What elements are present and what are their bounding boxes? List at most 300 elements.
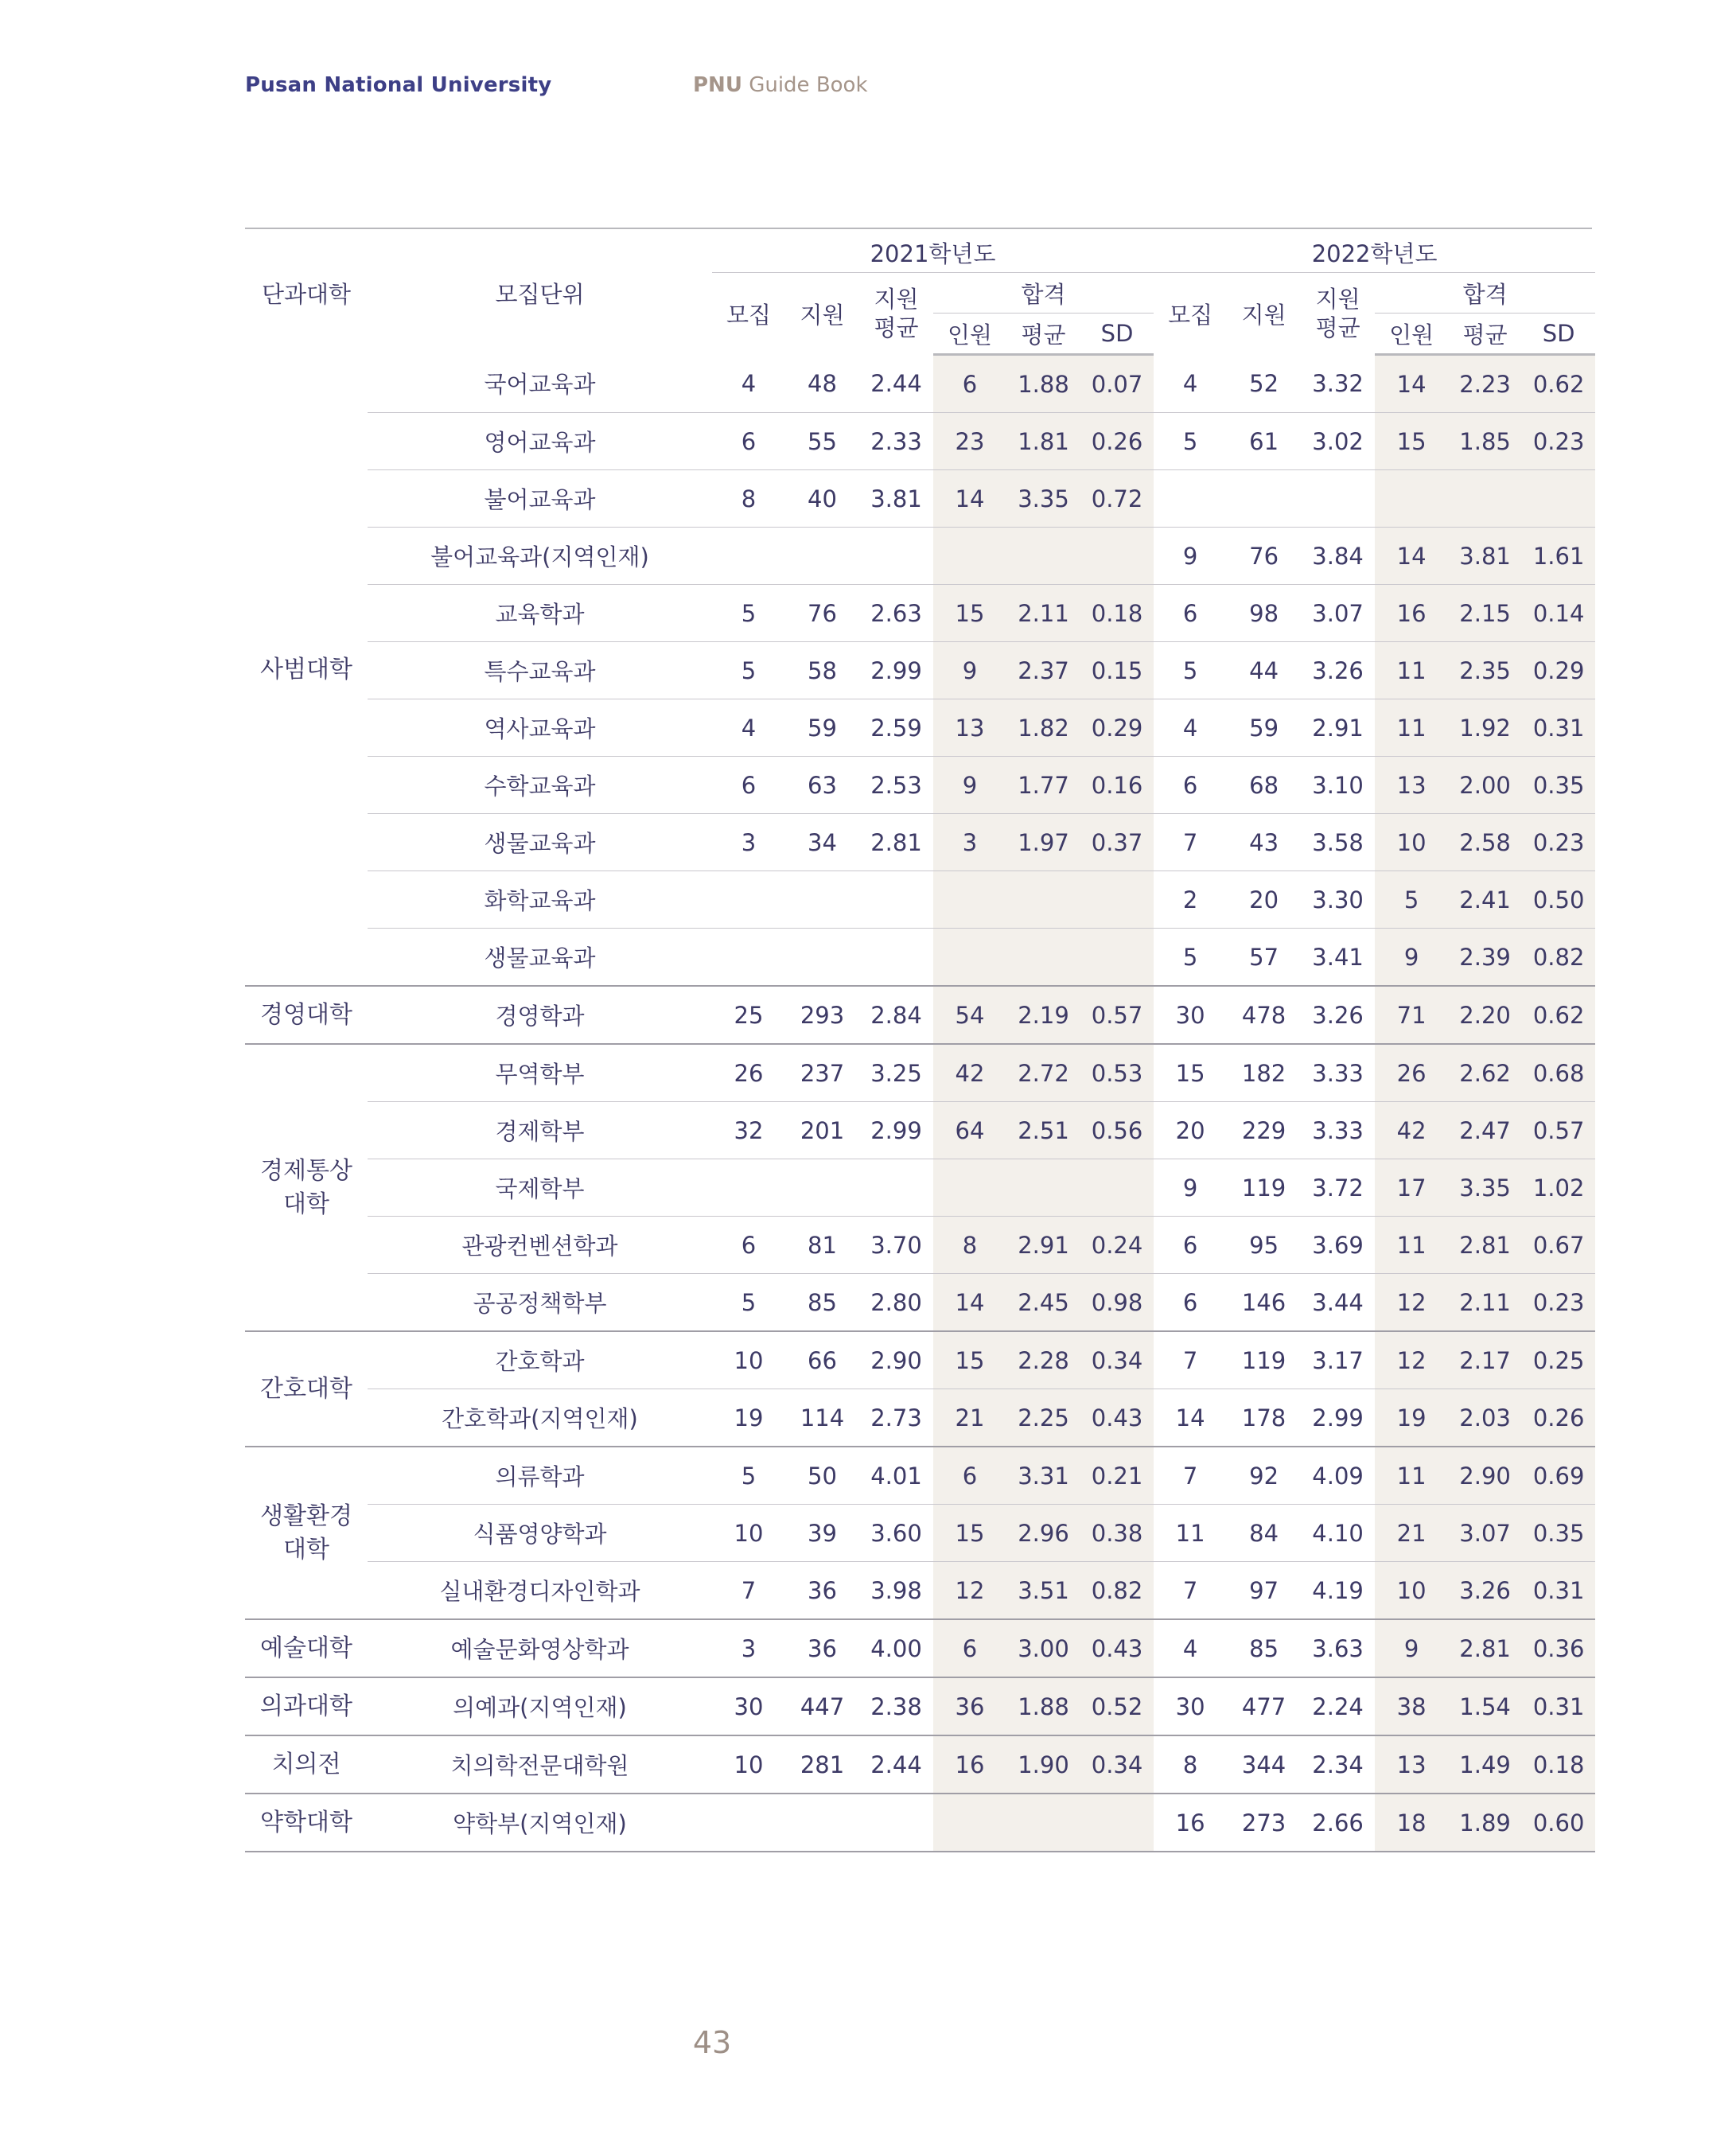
pass-count-2022-cell: 11 <box>1375 699 1448 757</box>
recruit-2022-cell: 4 <box>1154 699 1227 757</box>
pass-count-2022-cell: 11 <box>1375 1447 1448 1505</box>
table-row <box>245 528 1595 585</box>
unit-cell: 간호학과(지역인재) <box>368 1389 712 1447</box>
pass-sd-2021-cell <box>1080 1794 1154 1852</box>
recruit-2021-cell: 3 <box>712 1619 785 1677</box>
apply-2021-cell: 85 <box>785 1274 859 1332</box>
apply-2022-cell: 119 <box>1227 1331 1301 1389</box>
pass-avg-2021-cell: 2.25 <box>1006 1389 1080 1447</box>
pass-sd-2022-cell: 0.60 <box>1522 1794 1595 1852</box>
apply-2022-cell: 95 <box>1227 1217 1301 1274</box>
unit-cell: 공공정책학부 <box>368 1274 712 1332</box>
pass-sd-2022-cell: 0.36 <box>1522 1619 1595 1677</box>
apply-avg-2022-cell: 2.91 <box>1301 699 1375 757</box>
table-row <box>245 814 1595 871</box>
apply-avg-2021-cell <box>859 528 933 585</box>
apply-avg-2021-cell: 2.73 <box>859 1389 933 1447</box>
pass-sd-2021-cell: 0.43 <box>1080 1389 1154 1447</box>
apply-avg-2022-cell: 2.99 <box>1301 1389 1375 1447</box>
apply-avg-2021-cell: 3.25 <box>859 1044 933 1102</box>
pass-avg-2021-cell: 3.31 <box>1006 1447 1080 1505</box>
recruit-2022-cell: 30 <box>1154 1677 1227 1735</box>
apply-avg-2021-cell: 2.99 <box>859 642 933 699</box>
apply-2021-cell <box>785 929 859 987</box>
unit-cell: 영어교육과 <box>368 413 712 470</box>
recruit-2022-header: 모집 <box>1168 301 1213 329</box>
recruit-2021-cell <box>712 1159 785 1217</box>
pass-sd-2021-cell: 0.37 <box>1080 814 1154 871</box>
pass-sd-2021-cell: 0.18 <box>1080 585 1154 642</box>
recruit-2022-cell: 6 <box>1154 1217 1227 1274</box>
apply-avg-2021-cell: 2.33 <box>859 413 933 470</box>
table-row <box>245 585 1595 642</box>
pass-sd-2022-cell: 0.62 <box>1522 355 1595 413</box>
pass-sd-2021-cell <box>1080 929 1154 987</box>
pass-2021-header: 합격 <box>933 273 1154 314</box>
unit-cell: 화학교육과 <box>368 871 712 929</box>
pass-count-2022-cell: 12 <box>1375 1274 1448 1332</box>
pass-avg-2022-cell: 2.81 <box>1448 1619 1522 1677</box>
recruit-2021-cell: 6 <box>712 413 785 470</box>
apply-2021-cell: 59 <box>785 699 859 757</box>
apply-2022-cell: 97 <box>1227 1562 1301 1620</box>
apply-avg-2021-cell: 4.00 <box>859 1619 933 1677</box>
college-cell <box>245 355 368 987</box>
col-college-header: 단과대학 <box>261 281 352 309</box>
college-cell <box>245 1677 368 1735</box>
unit-cell: 치의학전문대학원 <box>368 1735 712 1794</box>
table-row <box>245 1159 1595 1217</box>
apply-2021-cell: 281 <box>785 1735 859 1794</box>
apply-2021-header: 지원 <box>800 301 845 329</box>
pass-count-2022-cell: 14 <box>1375 528 1448 585</box>
apply-avg-2021-cell: 2.44 <box>859 1735 933 1794</box>
pass-avg-2022-cell <box>1448 470 1522 528</box>
pass-count-2022-cell: 13 <box>1375 1735 1448 1794</box>
pass-sd-2022-cell: 0.25 <box>1522 1331 1595 1389</box>
unit-cell: 국제학부 <box>368 1159 712 1217</box>
pass-sd-2022-cell: 1.02 <box>1522 1159 1595 1217</box>
apply-avg-2021-cell: 3.60 <box>859 1505 933 1562</box>
apply-avg-2022-cell: 3.72 <box>1301 1159 1375 1217</box>
pass-count-2021-cell <box>933 528 1006 585</box>
recruit-2022-cell: 7 <box>1154 814 1227 871</box>
college-cell <box>245 1331 368 1447</box>
pass-avg-2022-cell: 1.92 <box>1448 699 1522 757</box>
recruit-2022-cell: 6 <box>1154 585 1227 642</box>
pass-avg-2021-cell: 3.00 <box>1006 1619 1080 1677</box>
table-row <box>245 1044 1595 1102</box>
pass-sd-2022-cell: 0.57 <box>1522 1102 1595 1159</box>
recruit-2021-cell <box>712 1794 785 1852</box>
pass-count-2021-cell: 16 <box>933 1735 1006 1794</box>
apply-avg-2022-cell: 2.34 <box>1301 1735 1375 1794</box>
pass-sd-2021-cell: 0.26 <box>1080 413 1154 470</box>
pass-count-2021-cell: 15 <box>933 1331 1006 1389</box>
pass-count-2022-cell: 10 <box>1375 814 1448 871</box>
pass-sd-2022-cell <box>1522 470 1595 528</box>
apply-2022-cell: 178 <box>1227 1389 1301 1447</box>
admission-results-table <box>245 232 1595 1852</box>
table-row <box>245 757 1595 814</box>
pass-sd-2021-cell: 0.34 <box>1080 1331 1154 1389</box>
pass-count-2021-cell: 21 <box>933 1389 1006 1447</box>
pass-count-2021-cell <box>933 1794 1006 1852</box>
pass-count-2021-cell: 3 <box>933 814 1006 871</box>
pass-count-2021-cell: 12 <box>933 1562 1006 1620</box>
apply-2021-cell <box>785 1159 859 1217</box>
apply-2021-cell: 50 <box>785 1447 859 1505</box>
pass-avg-2022-cell: 2.90 <box>1448 1447 1522 1505</box>
pass-avg-2022-cell: 2.47 <box>1448 1102 1522 1159</box>
pass-avg-2021-cell: 3.35 <box>1006 470 1080 528</box>
pass-avg-2021-cell: 2.91 <box>1006 1217 1080 1274</box>
pass-sd-2021-cell: 0.53 <box>1080 1044 1154 1102</box>
unit-cell: 무역학부 <box>368 1044 712 1102</box>
apply-2021-cell: 114 <box>785 1389 859 1447</box>
pass-count-2022-cell: 5 <box>1375 871 1448 929</box>
apply-2022-cell: 229 <box>1227 1102 1301 1159</box>
recruit-2021-cell: 8 <box>712 470 785 528</box>
pass-sd-2021-cell <box>1080 871 1154 929</box>
unit-cell: 교육학과 <box>368 585 712 642</box>
pass-avg-2021-header: 평균 <box>1006 314 1080 355</box>
table-row <box>245 1274 1595 1332</box>
pass-count-2022-cell: 13 <box>1375 757 1448 814</box>
table-row <box>245 1735 1595 1794</box>
pass-count-2021-cell: 23 <box>933 413 1006 470</box>
apply-2022-cell: 76 <box>1227 528 1301 585</box>
college-name-line: 대학 <box>283 1535 329 1564</box>
recruit-2022-cell: 9 <box>1154 528 1227 585</box>
pass-sd-2022-cell: 0.62 <box>1522 986 1595 1044</box>
pass-avg-2022-cell: 2.11 <box>1448 1274 1522 1332</box>
apply-2022-cell: 182 <box>1227 1044 1301 1102</box>
table-row <box>245 1447 1595 1505</box>
admission-results-table-wrapper <box>245 228 1592 1852</box>
recruit-2022-cell: 30 <box>1154 986 1227 1044</box>
pass-sd-2022-cell: 0.14 <box>1522 585 1595 642</box>
apply-avg-2022-cell: 3.26 <box>1301 986 1375 1044</box>
pass-count-2022-cell: 16 <box>1375 585 1448 642</box>
pass-avg-2022-header: 평균 <box>1448 314 1522 355</box>
college-name-line: 예술대학 <box>260 1634 352 1662</box>
college-name-line: 경제통상 <box>260 1156 352 1185</box>
college-name-line: 치의전 <box>271 1750 341 1778</box>
pass-avg-2021-cell <box>1006 1159 1080 1217</box>
pass-avg-2021-cell <box>1006 1794 1080 1852</box>
apply-avg-2022-cell: 2.24 <box>1301 1677 1375 1735</box>
table-row <box>245 1102 1595 1159</box>
pass-sd-2021-cell: 0.82 <box>1080 1562 1154 1620</box>
apply-avg-2022-cell: 4.10 <box>1301 1505 1375 1562</box>
apply-avg-2021-cell: 2.38 <box>859 1677 933 1735</box>
guide-book-title <box>693 73 868 97</box>
col-unit-header: 모집단위 <box>495 281 585 309</box>
college-name-line: 경영대학 <box>260 1000 352 1029</box>
table-row <box>245 699 1595 757</box>
pass-count-2022-cell: 10 <box>1375 1562 1448 1620</box>
unit-cell: 불어교육과(지역인재) <box>368 528 712 585</box>
pass-avg-2021-cell: 2.11 <box>1006 585 1080 642</box>
pass-sd-2022-cell: 0.29 <box>1522 642 1595 699</box>
unit-cell: 수학교육과 <box>368 757 712 814</box>
recruit-2021-cell: 4 <box>712 699 785 757</box>
pass-avg-2022-cell: 3.81 <box>1448 528 1522 585</box>
pass-avg-2022-cell: 2.41 <box>1448 871 1522 929</box>
pass-avg-2022-cell: 1.89 <box>1448 1794 1522 1852</box>
recruit-2021-cell: 3 <box>712 814 785 871</box>
year-2021-header: 2021학년도 <box>712 232 1154 273</box>
apply-avg-2022-cell: 3.33 <box>1301 1102 1375 1159</box>
pass-count-2021-cell <box>933 871 1006 929</box>
table-row <box>245 929 1595 987</box>
pass-avg-2022-cell: 1.85 <box>1448 413 1522 470</box>
table-row <box>245 642 1595 699</box>
recruit-2021-cell: 5 <box>712 642 785 699</box>
apply-avg-2022-cell: 4.09 <box>1301 1447 1375 1505</box>
pass-count-2021-cell: 64 <box>933 1102 1006 1159</box>
apply-avg-2022-cell: 3.30 <box>1301 871 1375 929</box>
pass-sd-2022-cell: 0.67 <box>1522 1217 1595 1274</box>
pass-sd-2022-cell: 0.31 <box>1522 1677 1595 1735</box>
pass-count-2022-cell: 26 <box>1375 1044 1448 1102</box>
pass-count-2022-cell: 14 <box>1375 355 1448 413</box>
pass-count-2021-cell: 54 <box>933 986 1006 1044</box>
apply-avg-2022-cell: 3.84 <box>1301 528 1375 585</box>
pass-count-2022-cell: 19 <box>1375 1389 1448 1447</box>
table-row <box>245 470 1595 528</box>
apply-avg-line1: 지원 <box>1315 286 1360 313</box>
apply-2022-cell: 44 <box>1227 642 1301 699</box>
recruit-2021-cell <box>712 871 785 929</box>
pass-avg-2022-cell: 2.23 <box>1448 355 1522 413</box>
pass-avg-2022-cell: 1.54 <box>1448 1677 1522 1735</box>
pass-avg-2022-cell: 3.26 <box>1448 1562 1522 1620</box>
apply-2022-cell: 146 <box>1227 1274 1301 1332</box>
apply-2021-cell: 81 <box>785 1217 859 1274</box>
table-top-rule <box>245 228 1592 229</box>
apply-avg-2021-cell <box>859 871 933 929</box>
apply-2022-header: 지원 <box>1241 301 1286 329</box>
pass-sd-2022-cell: 0.23 <box>1522 814 1595 871</box>
recruit-2022-cell: 4 <box>1154 1619 1227 1677</box>
pass-sd-2021-cell: 0.24 <box>1080 1217 1154 1274</box>
apply-2021-cell <box>785 528 859 585</box>
apply-avg-2022-cell: 3.07 <box>1301 585 1375 642</box>
pass-sd-2021-cell: 0.52 <box>1080 1677 1154 1735</box>
pass-avg-2022-cell: 2.00 <box>1448 757 1522 814</box>
pass-avg-2021-cell: 1.81 <box>1006 413 1080 470</box>
pass-avg-2021-cell: 1.82 <box>1006 699 1080 757</box>
recruit-2022-cell: 11 <box>1154 1505 1227 1562</box>
pass-count-2021-cell: 36 <box>933 1677 1006 1735</box>
apply-2022-cell: 478 <box>1227 986 1301 1044</box>
college-cell <box>245 986 368 1044</box>
apply-2021-cell <box>785 1794 859 1852</box>
unit-cell: 약학부(지역인재) <box>368 1794 712 1852</box>
pass-avg-2021-cell: 2.96 <box>1006 1505 1080 1562</box>
pass-avg-2022-cell: 1.49 <box>1448 1735 1522 1794</box>
apply-avg-line2: 평균 <box>874 314 919 342</box>
apply-avg-2021-cell: 2.80 <box>859 1274 933 1332</box>
apply-2022-cell: 43 <box>1227 814 1301 871</box>
pass-count-2021-cell: 15 <box>933 1505 1006 1562</box>
pass-avg-2021-cell: 1.77 <box>1006 757 1080 814</box>
pass-count-2022-cell: 38 <box>1375 1677 1448 1735</box>
apply-2021-cell: 66 <box>785 1331 859 1389</box>
recruit-2022-cell: 16 <box>1154 1794 1227 1852</box>
apply-avg-2021-cell: 2.44 <box>859 355 933 413</box>
apply-avg-2022-cell: 3.02 <box>1301 413 1375 470</box>
apply-avg-2021-cell <box>859 1794 933 1852</box>
pass-count-2021-cell <box>933 1159 1006 1217</box>
pass-avg-2022-cell: 3.35 <box>1448 1159 1522 1217</box>
apply-2021-cell: 48 <box>785 355 859 413</box>
pass-count-2022-cell: 9 <box>1375 1619 1448 1677</box>
table-header <box>245 232 1595 355</box>
pass-count-2021-cell: 14 <box>933 470 1006 528</box>
unit-cell: 경제학부 <box>368 1102 712 1159</box>
apply-avg-2021-cell: 2.59 <box>859 699 933 757</box>
pass-count-2022-cell: 9 <box>1375 929 1448 987</box>
pass-sd-2021-cell: 0.07 <box>1080 355 1154 413</box>
pass-count-2021-cell: 13 <box>933 699 1006 757</box>
recruit-2021-cell: 10 <box>712 1331 785 1389</box>
recruit-2021-cell: 5 <box>712 1447 785 1505</box>
pass-sd-2021-cell: 0.57 <box>1080 986 1154 1044</box>
pass-sd-2022-cell: 0.23 <box>1522 1274 1595 1332</box>
pass-count-2021-cell: 42 <box>933 1044 1006 1102</box>
pass-sd-2022-cell: 0.31 <box>1522 1562 1595 1620</box>
recruit-2022-cell: 9 <box>1154 1159 1227 1217</box>
pass-avg-2021-cell: 2.19 <box>1006 986 1080 1044</box>
pass-count-2022-cell: 11 <box>1375 1217 1448 1274</box>
pass-count-2021-cell <box>933 929 1006 987</box>
pass-avg-2021-cell: 2.45 <box>1006 1274 1080 1332</box>
recruit-2022-cell: 6 <box>1154 757 1227 814</box>
apply-2021-cell: 55 <box>785 413 859 470</box>
apply-2021-cell: 34 <box>785 814 859 871</box>
apply-2021-cell: 36 <box>785 1619 859 1677</box>
unit-cell: 생물교육과 <box>368 814 712 871</box>
pass-sd-2021-cell: 0.72 <box>1080 470 1154 528</box>
unit-cell: 관광컨벤션학과 <box>368 1217 712 1274</box>
recruit-2022-cell: 15 <box>1154 1044 1227 1102</box>
apply-avg-2022-cell: 3.69 <box>1301 1217 1375 1274</box>
pass-sd-2021-cell: 0.29 <box>1080 699 1154 757</box>
pass-sd-2022-cell: 0.18 <box>1522 1735 1595 1794</box>
pass-sd-2022-cell: 0.35 <box>1522 757 1595 814</box>
recruit-2022-cell: 5 <box>1154 929 1227 987</box>
recruit-2021-cell: 32 <box>712 1102 785 1159</box>
recruit-2022-cell: 14 <box>1154 1389 1227 1447</box>
pass-avg-2022-cell: 2.35 <box>1448 642 1522 699</box>
pass-count-2022-cell: 11 <box>1375 642 1448 699</box>
pass-avg-2022-cell: 2.81 <box>1448 1217 1522 1274</box>
apply-avg-2022-cell: 3.10 <box>1301 757 1375 814</box>
apply-avg-2022-cell: 3.33 <box>1301 1044 1375 1102</box>
pass-avg-2022-cell: 2.20 <box>1448 986 1522 1044</box>
apply-avg-2021-cell: 2.81 <box>859 814 933 871</box>
pass-avg-2021-cell: 1.97 <box>1006 814 1080 871</box>
pass-sd-2021-cell: 0.16 <box>1080 757 1154 814</box>
college-cell <box>245 1794 368 1852</box>
pass-avg-2021-cell: 2.51 <box>1006 1102 1080 1159</box>
recruit-2022-cell: 7 <box>1154 1447 1227 1505</box>
table-row <box>245 355 1595 413</box>
pass-count-2022-cell <box>1375 470 1448 528</box>
recruit-2021-cell: 26 <box>712 1044 785 1102</box>
pass-sd-2022-cell: 0.50 <box>1522 871 1595 929</box>
apply-avg-2021-cell: 2.84 <box>859 986 933 1044</box>
recruit-2021-cell: 4 <box>712 355 785 413</box>
apply-avg-2021-cell: 3.81 <box>859 470 933 528</box>
pass-avg-2021-cell <box>1006 871 1080 929</box>
apply-2021-cell: 201 <box>785 1102 859 1159</box>
apply-avg-2021-cell: 3.70 <box>859 1217 933 1274</box>
table-row <box>245 1217 1595 1274</box>
college-name-line: 간호대학 <box>260 1374 352 1403</box>
apply-avg-2021-cell <box>859 1159 933 1217</box>
pass-sd-2021-cell: 0.38 <box>1080 1505 1154 1562</box>
pass-avg-2022-cell: 2.62 <box>1448 1044 1522 1102</box>
apply-avg-2021-cell: 2.63 <box>859 585 933 642</box>
apply-avg-2022-cell: 3.32 <box>1301 355 1375 413</box>
guide-book-title-rest: Guide Book <box>741 73 868 97</box>
apply-avg-2021-cell: 3.98 <box>859 1562 933 1620</box>
recruit-2021-cell: 5 <box>712 1274 785 1332</box>
apply-2022-cell: 119 <box>1227 1159 1301 1217</box>
apply-2022-cell: 52 <box>1227 355 1301 413</box>
page-number: 43 <box>692 2025 732 2060</box>
apply-2022-cell: 98 <box>1227 585 1301 642</box>
apply-2022-cell: 57 <box>1227 929 1301 987</box>
recruit-2022-cell: 5 <box>1154 413 1227 470</box>
pass-avg-2021-cell: 2.37 <box>1006 642 1080 699</box>
apply-avg-2022-cell: 3.58 <box>1301 814 1375 871</box>
college-cell <box>245 1447 368 1619</box>
apply-avg-2021-cell: 2.53 <box>859 757 933 814</box>
apply-2021-cell: 63 <box>785 757 859 814</box>
apply-2021-cell: 237 <box>785 1044 859 1102</box>
recruit-2021-cell <box>712 929 785 987</box>
pass-count-2021-cell: 14 <box>933 1274 1006 1332</box>
unit-cell: 간호학과 <box>368 1331 712 1389</box>
unit-cell: 생물교육과 <box>368 929 712 987</box>
pass-sd-2021-header: SD <box>1080 314 1154 355</box>
apply-2022-cell: 85 <box>1227 1619 1301 1677</box>
recruit-2021-cell: 6 <box>712 1217 785 1274</box>
apply-2022-cell: 273 <box>1227 1794 1301 1852</box>
apply-2022-cell: 477 <box>1227 1677 1301 1735</box>
recruit-2021-cell: 30 <box>712 1677 785 1735</box>
table-row <box>245 986 1595 1044</box>
pass-sd-2022-cell: 0.23 <box>1522 413 1595 470</box>
unit-cell: 예술문화영상학과 <box>368 1619 712 1677</box>
apply-2022-cell <box>1227 470 1301 528</box>
college-name-line: 사범대학 <box>260 655 352 684</box>
pass-avg-2021-cell: 2.28 <box>1006 1331 1080 1389</box>
pass-sd-2022-header: SD <box>1522 314 1595 355</box>
apply-avg-2021-cell <box>859 929 933 987</box>
apply-2022-cell: 61 <box>1227 413 1301 470</box>
college-name-line: 약학대학 <box>260 1808 352 1836</box>
pass-sd-2021-cell: 0.21 <box>1080 1447 1154 1505</box>
pass-sd-2021-cell: 0.98 <box>1080 1274 1154 1332</box>
apply-avg-2021-cell: 2.99 <box>859 1102 933 1159</box>
unit-cell: 불어교육과 <box>368 470 712 528</box>
